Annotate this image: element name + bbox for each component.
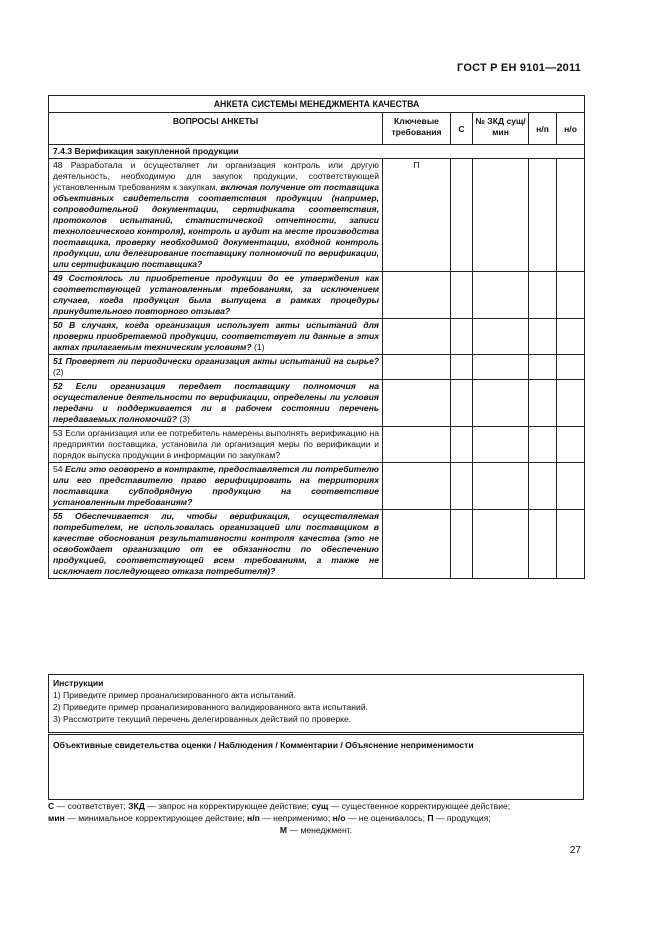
c-cell[interactable] <box>451 463 473 510</box>
legend-text: — не оценивалось; <box>345 813 428 823</box>
legend-text: — запрос на корректирующее действие; <box>144 801 312 811</box>
col-zkd-header: № ЗКД сущ/мин <box>473 113 529 145</box>
key-requirement <box>383 380 451 427</box>
question-text: Разработала и осуществляет ли организация контроль или другую деятельность, необходимую для закупок продукции, соответствующей установленным требованиям к закупкам, <box>53 160 379 192</box>
evidence-title: Объективные свидетельства оценки / Наблюдения / Комментарии / Объяснение неприменимости <box>53 740 474 750</box>
col-questions-header: ВОПРОСЫ АНКЕТЫ <box>49 113 383 145</box>
question-number: 54 <box>53 464 66 474</box>
question-52 <box>49 380 383 427</box>
c-cell[interactable] <box>451 319 473 355</box>
question-bold-text: 51 Проверяет ли периодически организация акты испытаний на сырье? <box>53 356 379 366</box>
table-row <box>49 427 585 463</box>
table-row <box>49 159 585 272</box>
question-note: (2) <box>53 367 64 377</box>
no-cell[interactable] <box>557 319 585 355</box>
zkd-cell[interactable] <box>473 355 529 380</box>
key-requirement <box>383 319 451 355</box>
c-cell[interactable] <box>451 272 473 319</box>
np-cell[interactable] <box>529 272 557 319</box>
key-requirement: П <box>383 159 451 272</box>
evidence-box[interactable] <box>48 734 584 800</box>
question-51 <box>49 355 383 380</box>
c-cell[interactable] <box>451 510 473 579</box>
legend-text: — продукция; <box>433 813 491 823</box>
table-title: АНКЕТА СИСТЕМЫ МЕНЕДЖМЕНТА КАЧЕСТВА <box>49 96 585 113</box>
questionnaire-table <box>48 95 585 579</box>
no-cell[interactable] <box>557 380 585 427</box>
col-c-header: С <box>451 113 473 145</box>
no-cell[interactable] <box>557 159 585 272</box>
zkd-cell[interactable] <box>473 319 529 355</box>
legend-text: — соответствует; <box>54 801 129 811</box>
key-requirement <box>383 463 451 510</box>
np-cell[interactable] <box>529 319 557 355</box>
standard-header: ГОСТ Р ЕН 9101—2011 <box>457 62 581 74</box>
instructions-title: Инструкции <box>53 678 104 688</box>
question-bold-text: 50 В случаях, когда организация использует акты испытаний для проверки приобретаемой продукции, соответствует ли данные в этих актах прилагаемым техническим условиям? <box>53 320 379 352</box>
no-cell[interactable] <box>557 272 585 319</box>
col-no-header: н/о <box>557 113 585 145</box>
no-cell[interactable] <box>557 355 585 380</box>
np-cell[interactable] <box>529 380 557 427</box>
legend <box>48 800 584 836</box>
table-row <box>49 463 585 510</box>
table-title-row <box>49 96 585 113</box>
legend-text: — неприменимо; <box>259 813 333 823</box>
column-header-row <box>49 113 585 145</box>
col-np-header: н/п <box>529 113 557 145</box>
c-cell[interactable] <box>451 355 473 380</box>
question-number: 48 <box>53 160 63 170</box>
question-54 <box>49 463 383 510</box>
legend-line-3 <box>48 824 584 836</box>
np-cell[interactable] <box>529 463 557 510</box>
question-49: 49 Состоялось ли приобретение продукции до ее утверждения как соответствующей установленным требованиям, за исключением случаев, когда продукция была выпущена в рамках процедуры принудительного повторного отзыва? <box>49 272 383 319</box>
no-cell[interactable] <box>557 463 585 510</box>
instructions-box <box>48 674 584 733</box>
question-note: (1) <box>251 342 265 352</box>
zkd-cell[interactable] <box>473 463 529 510</box>
zkd-cell[interactable] <box>473 380 529 427</box>
col-key-header: Ключевые требования <box>383 113 451 145</box>
instruction-item: 1) Приведите пример проанализированного акта испытаний. <box>53 690 296 700</box>
question-bold-text: 52 Если организация передает поставщику полномочия на осуществление деятельности по верификации, определены ли условия передачи и поддерживается ли в рабочем состоянии перечень передаваемых полномочий? <box>53 381 379 424</box>
section-title: 7.4.3 Верификация закупленной продукции <box>49 145 585 159</box>
zkd-cell[interactable] <box>473 272 529 319</box>
legend-abbr: ЗКД <box>128 801 145 811</box>
question-bold-text: включая получение от поставщика объективных свидетельств соответствия продукции (например, сопроводительной документации, сертификата соответствия, протоколов испытаний, статистической отчетности, записи технологического контроля), контроль и аудит на месте производства поставщика, проверку необходимой документации, входной контроль продукции, или делегирование поставщику полномочий по верификации, или сертификацию поставщика? <box>53 182 379 269</box>
section-row <box>49 145 585 159</box>
legend-abbr: н/о <box>332 813 346 823</box>
legend-text: — минимальное корректирующее действие; <box>64 813 247 823</box>
page-number: 27 <box>569 845 581 856</box>
question-50 <box>49 319 383 355</box>
np-cell[interactable] <box>529 510 557 579</box>
question-bold-text: Если это оговорено в контракте, предоставляется ли потребителю или его представителю право верифицировать на территориях поставщика субподрядную продукцию на соответствие установленным требованиям? <box>53 464 379 507</box>
zkd-cell[interactable] <box>473 427 529 463</box>
legend-abbr: М <box>279 825 288 835</box>
question-48 <box>49 159 383 272</box>
key-requirement <box>383 355 451 380</box>
question-note: (3) <box>176 414 190 424</box>
legend-abbr: н/п <box>247 813 260 823</box>
table-row <box>49 355 585 380</box>
no-cell[interactable] <box>557 510 585 579</box>
c-cell[interactable] <box>451 159 473 272</box>
key-requirement <box>383 510 451 579</box>
c-cell[interactable] <box>451 427 473 463</box>
legend-text: — существенное корректирующее действие; <box>328 801 511 811</box>
question-53: 53 Если организация или ее потребитель намерены выполнять верификацию на предприятии поставщика, установила ли организация меры по верификации и порядок выпуска продукции в информации по закупкам? <box>49 427 383 463</box>
np-cell[interactable] <box>529 427 557 463</box>
table-row <box>49 319 585 355</box>
question-55: 55 Обеспечивается ли, чтобы верификация, осуществляемая потребителем, не использовалась организацией или поставщиком в качестве обоснования результативности контроля качества (это не освобождает организацию от ее обязанности по обеспечению продукцией, соответствующей всем требованиям, а также не исключает последующего отказа потребителя)? <box>49 510 383 579</box>
table-row <box>49 380 585 427</box>
table-row <box>49 272 585 319</box>
legend-abbr: П <box>427 813 434 823</box>
key-requirement <box>383 272 451 319</box>
legend-abbr: мин <box>48 813 65 823</box>
zkd-cell[interactable] <box>473 510 529 579</box>
no-cell[interactable] <box>557 427 585 463</box>
key-requirement <box>383 427 451 463</box>
c-cell[interactable] <box>451 380 473 427</box>
np-cell[interactable] <box>529 159 557 272</box>
np-cell[interactable] <box>529 355 557 380</box>
legend-abbr: сущ <box>311 801 329 811</box>
legend-line-2 <box>48 812 584 824</box>
instruction-item: 3) Рассмотрите текущий перечень делегированных действий по проверке. <box>53 714 352 724</box>
table-row <box>49 510 585 579</box>
legend-line-1 <box>48 800 584 812</box>
legend-abbr: С <box>48 801 55 811</box>
zkd-cell[interactable] <box>473 159 529 272</box>
legend-text: — менеджмент. <box>287 825 353 835</box>
instruction-item: 2) Приведите пример проанализированного валидированного акта испытаний. <box>53 702 369 712</box>
